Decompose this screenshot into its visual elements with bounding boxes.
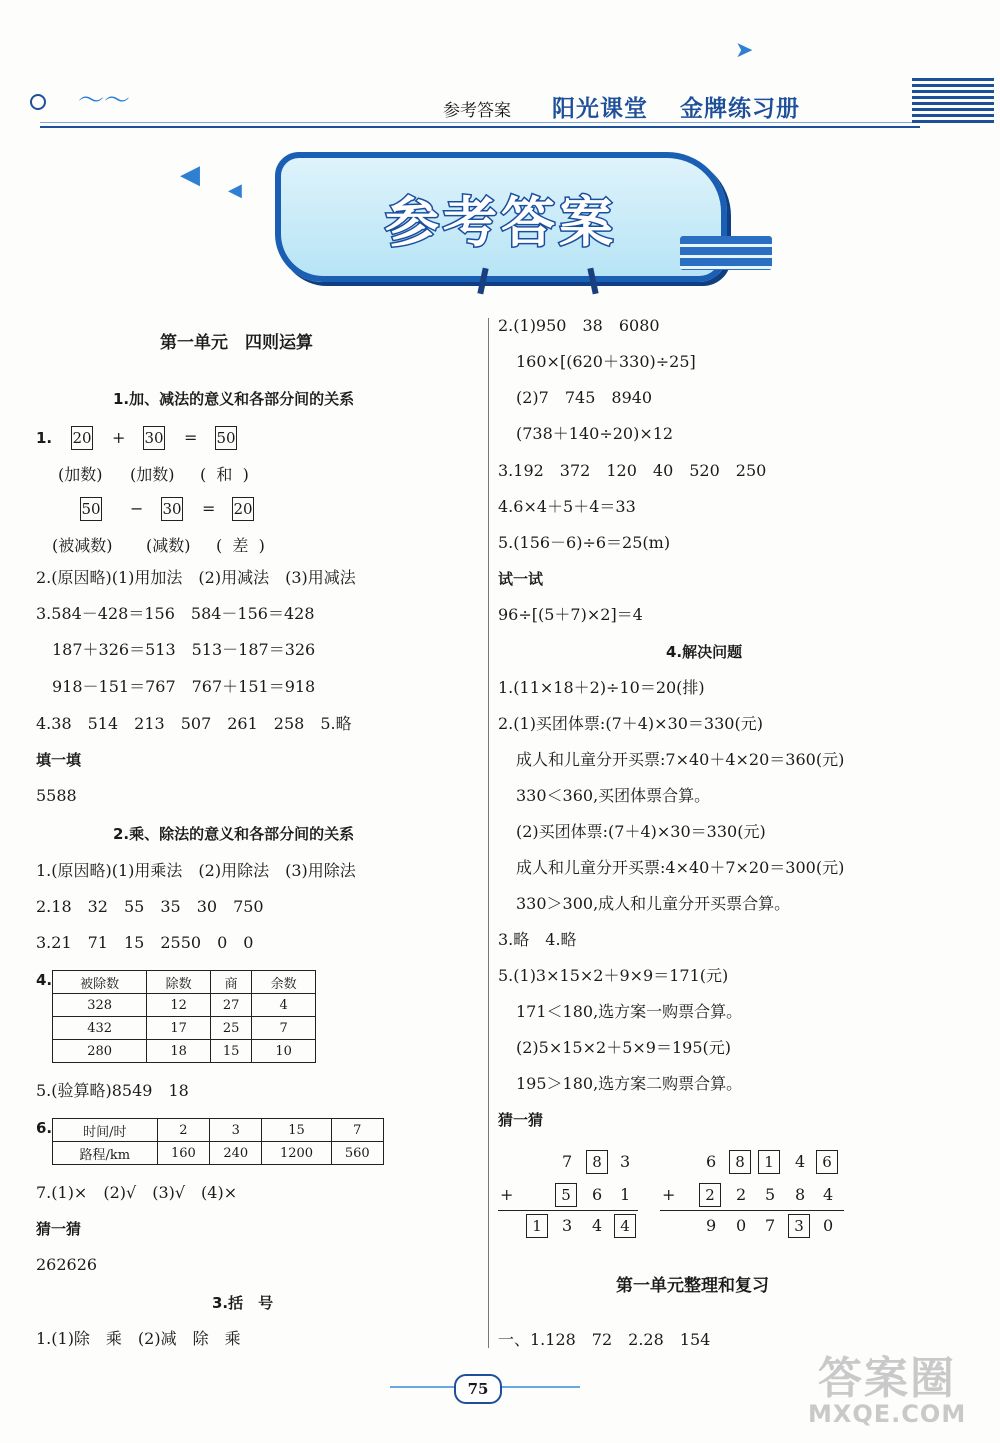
answer-box: 50 — [215, 426, 237, 450]
digit: 7 — [562, 1152, 573, 1171]
term-label: ( 差 ) — [216, 536, 265, 555]
digit: 5 — [765, 1185, 776, 1204]
answer-box: 20 — [71, 426, 93, 450]
digit: 6 — [592, 1185, 603, 1204]
digit: 0 — [736, 1216, 747, 1235]
digit-box: 8 — [586, 1150, 608, 1174]
column-divider — [488, 318, 489, 1348]
subsection-title: 试一试 — [498, 570, 544, 588]
table-row — [53, 1017, 316, 1040]
answer-line: 3.略 4.略 — [498, 930, 577, 949]
header-dot — [30, 94, 46, 110]
paper-plane-icon: ◀ — [180, 160, 200, 190]
table-cell: 10 — [252, 1040, 316, 1063]
question-number: 6. — [36, 1119, 53, 1137]
table-cell: 12 — [147, 994, 211, 1017]
header-ref-label: 参考答案 — [443, 101, 511, 121]
answer-line: 96÷[(5＋7)×2]＝4 — [498, 605, 643, 624]
section-title: 2.乘、除法的意义和各部分间的关系 — [113, 825, 355, 843]
watermark-text: 答案圈 — [818, 1353, 956, 1404]
section-title: 3.括 号 — [212, 1294, 274, 1312]
paper-plane-icon: ◀ — [228, 180, 242, 201]
header-rule — [40, 126, 920, 128]
table-cell: 时间/时 — [53, 1119, 158, 1142]
digit: 4 — [823, 1185, 834, 1204]
paper-plane-icon: ➤ — [735, 38, 754, 63]
page-number: 75 — [454, 1374, 502, 1404]
answer-line: 2.18 32 55 35 30 750 — [36, 897, 264, 916]
table-cell: 路程/km — [53, 1142, 158, 1165]
table-cell: 2 — [157, 1119, 209, 1142]
digit: 3 — [562, 1216, 573, 1235]
digit: 0 — [823, 1216, 834, 1235]
answer-line: 5588 — [36, 786, 77, 805]
digit: 8 — [795, 1185, 806, 1204]
answer-line: 330＜360,买团体票合算。 — [516, 786, 711, 805]
answer-line: (2)5×15×2＋5×9＝195(元) — [516, 1038, 731, 1057]
subsection-title: 填一填 — [36, 751, 82, 769]
table-row — [53, 1142, 384, 1165]
question-number: 1. — [36, 429, 53, 447]
digit-box: 5 — [555, 1183, 577, 1207]
digit: 7 — [765, 1216, 776, 1235]
answer-line: 7.(1)× (2)√ (3)√ (4)× — [36, 1183, 238, 1202]
table-header-row — [53, 971, 316, 994]
table-row — [53, 1040, 316, 1063]
term-label: (减数) — [146, 536, 191, 555]
table-header: 除数 — [147, 971, 211, 994]
answer-box: 20 — [232, 497, 254, 521]
table-cell: 328 — [53, 994, 147, 1017]
table-cell: 160 — [157, 1142, 209, 1165]
answer-line: (2)7 745 8940 — [516, 388, 653, 407]
answer-line: 1.(1)除 乘 (2)减 除 乘 — [36, 1329, 241, 1348]
term-label: (被减数) — [52, 536, 113, 555]
answer-line: 187＋326＝513 513－187＝326 — [52, 640, 316, 659]
answer-line: 成人和儿童分开买票:7×40＋4×20＝360(元) — [516, 750, 845, 769]
sum-line — [498, 1210, 638, 1211]
answer-line: (738＋140÷20)×12 — [516, 424, 674, 443]
answer-line: 195＞180,选方案二购票合算。 — [516, 1074, 743, 1093]
table-cell: 18 — [147, 1040, 211, 1063]
table-row — [53, 1119, 384, 1142]
operator: = — [202, 499, 216, 518]
operator: − — [130, 499, 144, 518]
answer-line: 330＞300,成人和儿童分开买票合算。 — [516, 894, 791, 913]
term-label: (加数) — [130, 465, 175, 484]
answer-line: 918－151＝767 767＋151＝918 — [52, 677, 316, 696]
plus-sign: + — [662, 1185, 676, 1204]
answer-line: 4.38 514 213 507 261 258 5.略 — [36, 714, 352, 733]
table-header: 被除数 — [53, 971, 147, 994]
operator: = — [184, 428, 198, 447]
table-cell: 3 — [210, 1119, 262, 1142]
table-cell: 240 — [210, 1142, 262, 1165]
answer-line: 3.21 71 15 2550 0 0 — [36, 933, 254, 952]
division-table — [52, 970, 316, 1063]
digit-box: 1 — [526, 1214, 548, 1238]
answer-line: 5.(1)3×15×2＋9×9＝171(元) — [498, 966, 729, 985]
answer-box: 30 — [161, 497, 183, 521]
watermark — [800, 1342, 990, 1432]
answer-box: 50 — [80, 497, 102, 521]
question-number: 4. — [36, 971, 53, 989]
digit: 2 — [736, 1185, 747, 1204]
answer-line: 1.(11×18＋2)÷10＝20(排) — [498, 678, 705, 697]
title-banner — [275, 152, 727, 282]
answer-line: 3.192 372 120 40 520 250 — [498, 461, 767, 480]
digit-box: 4 — [614, 1214, 636, 1238]
answer-line: 262626 — [36, 1255, 98, 1274]
digit-box: 3 — [788, 1214, 810, 1238]
page-header — [30, 82, 910, 130]
time-distance-table — [52, 1118, 384, 1165]
subsection-title: 猜一猜 — [498, 1111, 544, 1129]
table-cell: 15 — [262, 1119, 331, 1142]
term-label: (加数) — [58, 465, 103, 484]
table-cell: 7 — [252, 1017, 316, 1040]
table-cell: 15 — [210, 1040, 251, 1063]
bird-icon: 〜〜 — [78, 86, 131, 116]
subsection-title: 猜一猜 — [36, 1220, 82, 1238]
digit-box: 1 — [758, 1150, 780, 1174]
answer-line: 5.(验算略)8549 18 — [36, 1081, 189, 1100]
banner-title: 参考答案 — [385, 191, 617, 254]
table-cell: 4 — [252, 994, 316, 1017]
operator: + — [112, 428, 126, 447]
table-row — [53, 994, 316, 1017]
table-cell: 7 — [331, 1119, 383, 1142]
digit: 9 — [706, 1216, 717, 1235]
answer-line: 3.584－428＝156 584－156＝428 — [36, 604, 315, 623]
table-header: 商 — [210, 971, 251, 994]
section-title: 1.加、减法的意义和各部分间的关系 — [113, 390, 355, 408]
answer-line: 一、1.128 72 2.28 154 — [498, 1330, 711, 1349]
table-cell: 560 — [331, 1142, 383, 1165]
answer-line: 2.(1)买团体票:(7＋4)×30＝330(元) — [498, 714, 763, 733]
answer-line: 4.6×4＋5＋4＝33 — [498, 497, 636, 516]
digit: 6 — [706, 1152, 717, 1171]
answer-line: 160×[(620＋330)÷25] — [516, 352, 696, 371]
digit: 4 — [592, 1216, 603, 1235]
header-stripes — [912, 78, 994, 126]
table-cell: 17 — [147, 1017, 211, 1040]
table-cell: 27 — [210, 994, 251, 1017]
header-brand-2: 金牌练习册 — [680, 96, 800, 122]
header-brand-1: 阳光课堂 — [552, 96, 648, 122]
plus-sign: + — [500, 1185, 514, 1204]
table-cell: 25 — [210, 1017, 251, 1040]
answer-line: (2)买团体票:(7＋4)×30＝330(元) — [516, 822, 766, 841]
answer-box: 30 — [143, 426, 165, 450]
digit: 3 — [620, 1152, 631, 1171]
unit-title: 第一单元 四则运算 — [160, 333, 313, 353]
sum-line — [660, 1210, 844, 1211]
digit-box: 6 — [816, 1150, 838, 1174]
answer-line: 2.(原因略)(1)用加法 (2)用减法 (3)用减法 — [36, 568, 356, 587]
answer-line: 5.(156－6)÷6＝25(m) — [498, 533, 671, 552]
answer-line: 成人和儿童分开买票:4×40＋7×20＝300(元) — [516, 858, 845, 877]
table-cell: 280 — [53, 1040, 147, 1063]
digit-box: 2 — [699, 1183, 721, 1207]
answer-line: 2.(1)950 38 6080 — [498, 316, 660, 335]
table-header: 余数 — [252, 971, 316, 994]
digit: 1 — [620, 1185, 631, 1204]
section-title: 第一单元整理和复习 — [616, 1276, 769, 1296]
watermark-url: MXQE.COM — [808, 1400, 967, 1428]
answer-line: 171＜180,选方案一购票合算。 — [516, 1002, 743, 1021]
term-label: ( 和 ) — [200, 465, 249, 484]
table-cell: 432 — [53, 1017, 147, 1040]
digit-box: 8 — [729, 1150, 751, 1174]
table-cell: 1200 — [262, 1142, 331, 1165]
books-icon — [680, 236, 772, 270]
section-title: 4.解决问题 — [666, 643, 743, 661]
answer-line: 1.(原因略)(1)用乘法 (2)用除法 (3)用除法 — [36, 861, 356, 880]
digit: 4 — [795, 1152, 806, 1171]
